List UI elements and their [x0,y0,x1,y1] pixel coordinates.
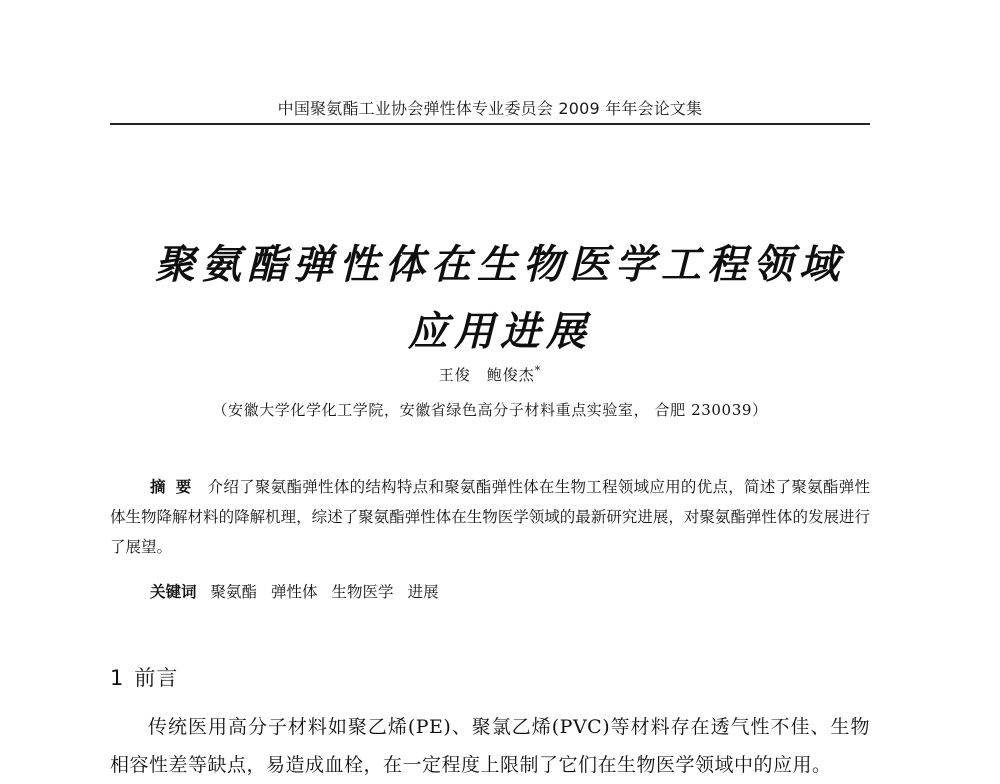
abstract-label: 摘要 [150,478,202,496]
paper-title-line-2: 应用进展 [408,309,592,355]
corresponding-author-mark: * [534,364,542,377]
keyword: 生物医学 [331,583,394,601]
author-name: 王俊 [438,366,471,384]
keyword: 聚氨酯 [210,583,258,601]
paper-title-line-1: 聚氨酯弹性体在生物医学工程领域 [155,242,845,288]
body-paragraph: 传统医用高分子材料如聚乙烯(PE)、聚氯乙烯(PVC)等材料存在透气性不佳、生物相容性差等缺点，易造成血栓，在一定程度上限制了它们在生物医学领域中的应用。 [110,716,870,776]
section-title: 前言 [134,666,179,690]
keywords-line [150,578,453,606]
keyword: 弹性体 [271,583,318,601]
author-affiliation: （安徽大学化学化工学院，安徽省绿色高分子材料重点实验室， 合肥 230039） [212,401,768,419]
abstract-text: 介绍了聚氨酯弹性体的结构特点和聚氨酯弹性体在生物工程领域应用的优点，简述了聚氨酯弹性体生物降解材料的降解机理，综述了聚氨酯弹性体在生物医学领域的最新研究进展，对聚氨酯弹性体的发展进行了展望。 [110,478,870,556]
author-list [110,364,870,385]
running-header: 中国聚氨酯工业协会弹性体专业委员会 2009 年年会论文集 [277,99,703,118]
keywords-label: 关键词 [150,583,197,601]
section-heading [110,662,178,692]
author-name: 鲍俊杰 [486,366,535,384]
keyword: 进展 [407,583,439,601]
abstract-paragraph [110,472,870,562]
header-rule [110,123,870,125]
section-number: 1 [110,666,125,690]
